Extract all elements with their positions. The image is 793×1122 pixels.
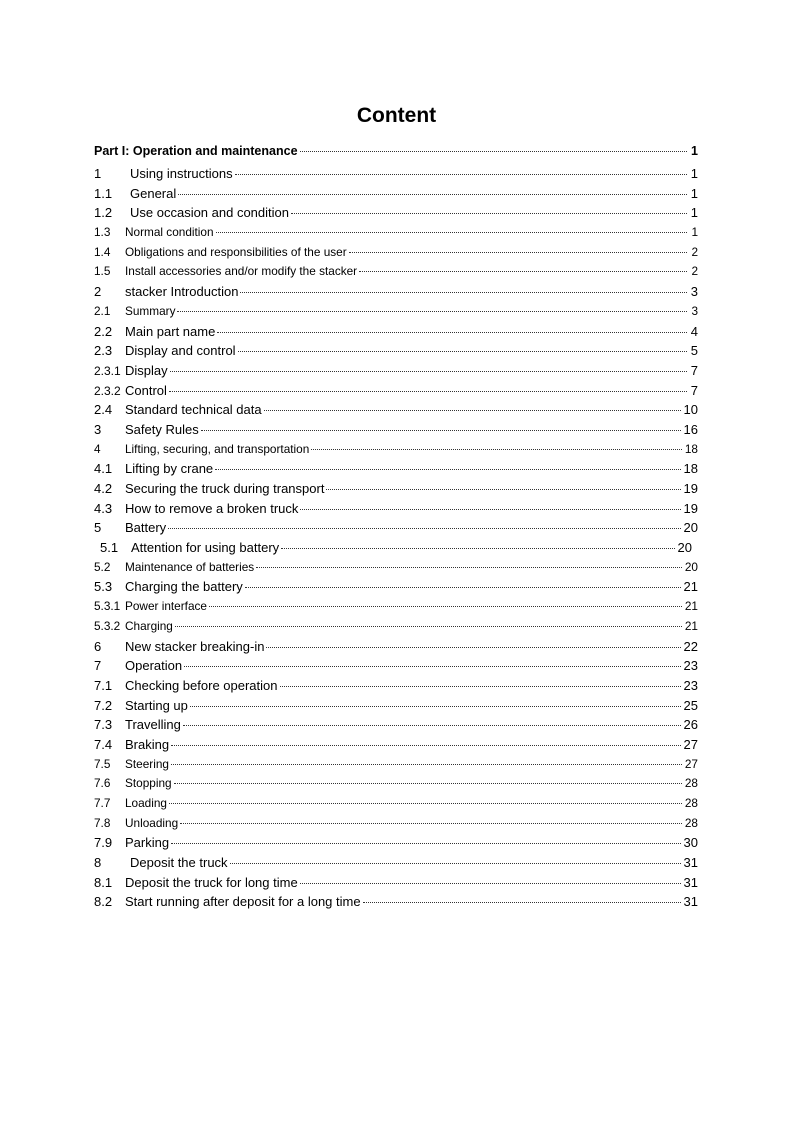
toc-number: 2.3.1 xyxy=(94,363,121,378)
toc-entry[interactable] xyxy=(94,794,698,814)
dot-leader xyxy=(175,625,682,627)
toc-number: 5.3.2 xyxy=(94,618,121,633)
dot-leader xyxy=(280,685,681,687)
dot-leader xyxy=(349,251,687,253)
toc-number: 1.2 xyxy=(94,205,113,221)
toc-number: 4.2 xyxy=(94,481,113,496)
toc-number: 7.9 xyxy=(94,835,113,851)
dot-leader xyxy=(245,586,681,588)
toc-page-number: 30 xyxy=(683,835,698,851)
toc-page-number: 31 xyxy=(683,855,698,871)
toc-page-number: 1 xyxy=(690,185,698,201)
dot-leader xyxy=(216,231,687,233)
toc-entry[interactable] xyxy=(94,184,698,204)
toc-page-number: 27 xyxy=(684,756,698,771)
table-of-contents xyxy=(94,140,698,912)
toc-page-number: 26 xyxy=(683,717,698,733)
toc-entry-label: Loading xyxy=(125,796,167,810)
toc-page-number: 22 xyxy=(683,638,698,654)
toc-entry-label: Unloading xyxy=(125,815,179,830)
toc-page-number: 2 xyxy=(691,244,698,259)
toc-entry[interactable] xyxy=(94,774,698,794)
dot-leader xyxy=(171,842,680,844)
toc-number: 8 xyxy=(94,855,102,871)
toc-entry-label: Start running after deposit for a long time xyxy=(125,894,361,910)
dot-leader xyxy=(174,782,682,784)
toc-page-number: 16 xyxy=(683,421,698,437)
toc-number: 2.3 xyxy=(94,343,113,359)
toc-entry-label: Battery xyxy=(125,520,167,536)
dot-leader xyxy=(300,150,687,152)
toc-page-number: 20 xyxy=(677,540,692,556)
dot-leader xyxy=(171,763,682,765)
toc-number: 4 xyxy=(94,441,101,456)
toc-number: 5.2 xyxy=(94,559,111,574)
toc-page-number: 21 xyxy=(684,599,698,614)
dot-leader xyxy=(326,488,680,490)
toc-page-number: 21 xyxy=(683,579,698,595)
toc-entry-label: Using instructions xyxy=(130,166,233,181)
toc-number: 2.3.2 xyxy=(94,383,121,398)
toc-number: 1.4 xyxy=(94,244,111,259)
toc-entry[interactable] xyxy=(94,262,698,282)
toc-entry[interactable] xyxy=(94,558,698,578)
toc-number: 5.1 xyxy=(100,540,119,556)
toc-entry[interactable] xyxy=(94,518,698,538)
toc-entry-label: Summary xyxy=(125,303,176,318)
toc-entry-label: Parking xyxy=(125,835,170,851)
dot-leader xyxy=(201,429,681,431)
toc-entry[interactable] xyxy=(94,656,698,676)
toc-page-number: 18 xyxy=(684,441,698,456)
toc-entry-label: Travelling xyxy=(125,717,181,733)
toc-page-number: 2 xyxy=(691,264,698,279)
toc-page-number: 7 xyxy=(690,382,698,398)
toc-page-number: 1 xyxy=(691,225,698,240)
toc-entry[interactable] xyxy=(94,873,698,893)
dot-leader xyxy=(180,822,682,824)
toc-entry-label: Maintenance of batteries xyxy=(125,559,255,574)
dot-leader xyxy=(235,173,687,175)
toc-number: 7.4 xyxy=(94,736,113,752)
dot-leader xyxy=(230,862,681,864)
toc-entry[interactable] xyxy=(94,597,698,617)
toc-page-number: 27 xyxy=(683,736,698,752)
toc-entry-label: Obligations and responsibilities of the user xyxy=(125,244,347,259)
toc-number: 6 xyxy=(94,638,102,654)
toc-page-number: 23 xyxy=(683,658,698,674)
toc-entry-label: Use occasion and condition xyxy=(130,205,289,221)
toc-page-number: 19 xyxy=(683,481,698,496)
dot-leader xyxy=(183,724,681,726)
dot-leader xyxy=(215,468,680,470)
toc-entry[interactable] xyxy=(94,617,698,637)
toc-number: 8.1 xyxy=(94,874,113,890)
toc-entry-part[interactable] xyxy=(94,140,698,162)
toc-entry[interactable] xyxy=(94,459,698,479)
toc-number: 7 xyxy=(94,658,102,674)
toc-number: 7.6 xyxy=(94,776,111,791)
dot-leader xyxy=(178,193,687,195)
toc-number: 3 xyxy=(94,421,102,437)
toc-number: 5.3 xyxy=(94,579,113,595)
toc-number: 7.7 xyxy=(94,796,111,810)
dot-leader xyxy=(217,331,687,333)
dot-leader xyxy=(256,566,682,568)
toc-entry-label: Control xyxy=(125,382,167,398)
toc-entry[interactable] xyxy=(94,696,698,716)
dot-leader xyxy=(300,508,680,510)
toc-number: 1.3 xyxy=(94,225,111,240)
toc-page-number: 31 xyxy=(683,894,698,910)
toc-entry-label: Part I: Operation and maintenance xyxy=(94,144,298,158)
page-title: Content xyxy=(356,104,437,127)
dot-leader xyxy=(238,350,687,352)
toc-number: 2.4 xyxy=(94,402,113,418)
toc-entry-label: stacker Introduction xyxy=(125,284,239,300)
toc-page-number: 28 xyxy=(684,815,698,830)
toc-number: 2.2 xyxy=(94,323,113,339)
toc-number: 2.1 xyxy=(94,303,111,318)
toc-entry-label: Safety Rules xyxy=(125,421,199,437)
dot-leader xyxy=(281,547,674,549)
toc-entry[interactable] xyxy=(94,577,698,597)
toc-page-number: 23 xyxy=(683,677,698,693)
toc-entry-label: Steering xyxy=(125,756,169,771)
dot-leader xyxy=(169,802,682,804)
toc-number: 7.8 xyxy=(94,815,111,830)
toc-entry[interactable] xyxy=(94,637,698,657)
toc-entry-label: General xyxy=(130,185,177,201)
toc-entry[interactable] xyxy=(94,853,698,873)
toc-page-number: 25 xyxy=(683,697,698,713)
dot-leader xyxy=(291,212,687,214)
toc-entry[interactable] xyxy=(94,499,698,519)
dot-leader xyxy=(300,882,681,884)
toc-entry-label: Display and control xyxy=(125,343,236,359)
dot-leader xyxy=(363,901,681,903)
toc-entry[interactable] xyxy=(94,892,698,912)
toc-entry[interactable] xyxy=(94,479,698,499)
toc-number: 5 xyxy=(94,520,102,536)
toc-page-number: 21 xyxy=(684,618,698,633)
toc-number: 1.5 xyxy=(94,264,111,279)
toc-entry-label: Stopping xyxy=(125,776,172,791)
toc-entry-label: Standard technical data xyxy=(125,402,262,418)
toc-page-number: 1 xyxy=(690,205,698,221)
toc-entry[interactable] xyxy=(94,282,698,302)
dot-leader xyxy=(177,310,687,312)
dot-leader xyxy=(190,705,681,707)
toc-entry[interactable] xyxy=(94,322,698,342)
dot-leader xyxy=(311,448,682,450)
toc-page-number: 28 xyxy=(684,796,698,810)
toc-page-number: 5 xyxy=(690,343,698,359)
toc-page-number: 3 xyxy=(690,284,698,300)
toc-entry[interactable] xyxy=(94,833,698,853)
dot-leader xyxy=(240,291,687,293)
toc-entry[interactable] xyxy=(94,381,698,401)
toc-entry[interactable] xyxy=(94,538,698,558)
toc-entry-label: How to remove a broken truck xyxy=(125,500,299,516)
toc-entry[interactable] xyxy=(94,814,698,834)
toc-entry-label: Attention for using battery xyxy=(131,540,280,556)
toc-entry-label: Checking before operation xyxy=(125,677,278,693)
toc-page-number: 7 xyxy=(690,362,698,378)
toc-page-number: 20 xyxy=(684,559,698,574)
dot-leader xyxy=(266,646,680,648)
dot-leader xyxy=(168,527,680,529)
toc-number: 5.3.1 xyxy=(94,599,121,614)
toc-page-number: 4 xyxy=(690,323,698,339)
toc-number: 4.3 xyxy=(94,500,113,516)
dot-leader xyxy=(209,605,682,607)
toc-entry[interactable] xyxy=(94,440,698,460)
dot-leader xyxy=(169,390,687,392)
toc-number: 7.2 xyxy=(94,697,113,713)
toc-entry-label: Charging the battery xyxy=(125,579,243,595)
toc-page-number: 1 xyxy=(690,166,698,181)
toc-number: 4.1 xyxy=(94,461,113,477)
toc-entry[interactable] xyxy=(94,302,698,322)
toc-entry-label: Charging xyxy=(125,618,173,633)
toc-number: 2 xyxy=(94,284,102,300)
toc-entry-label: Lifting, securing, and transportation xyxy=(125,441,310,456)
toc-number: 7.1 xyxy=(94,677,113,693)
dot-leader xyxy=(171,744,680,746)
dot-leader xyxy=(184,665,680,667)
toc-page-number: 1 xyxy=(691,144,698,158)
dot-leader xyxy=(264,409,681,411)
toc-entry[interactable] xyxy=(94,243,698,263)
toc-entry-label: Deposit the truck xyxy=(130,855,228,871)
toc-entry-label: New stacker breaking-in xyxy=(125,638,265,654)
toc-entry-label: Display xyxy=(125,362,168,378)
toc-entry-label: Main part name xyxy=(125,323,216,339)
toc-entry[interactable] xyxy=(94,755,698,775)
toc-number: 8.2 xyxy=(94,894,113,910)
toc-entry[interactable] xyxy=(94,400,698,420)
toc-number: 1 xyxy=(94,166,102,181)
toc-number: 1.1 xyxy=(94,185,113,201)
toc-page-number: 3 xyxy=(691,303,698,318)
toc-entry-label: Securing the truck during transport xyxy=(125,481,325,496)
toc-page-number: 19 xyxy=(683,500,698,516)
dot-leader xyxy=(359,270,687,272)
toc-entry[interactable] xyxy=(94,715,698,735)
toc-entry-label: Lifting by crane xyxy=(125,461,214,477)
toc-entry[interactable] xyxy=(94,361,698,381)
toc-number: 7.3 xyxy=(94,717,113,733)
toc-entry-label: Operation xyxy=(125,658,183,674)
toc-entry[interactable] xyxy=(94,676,698,696)
toc-number: 7.5 xyxy=(94,756,111,771)
toc-entry-label: Power interface xyxy=(125,599,207,614)
toc-entry[interactable] xyxy=(94,420,698,440)
toc-entry[interactable] xyxy=(94,223,698,243)
toc-entry[interactable] xyxy=(94,735,698,755)
toc-entry-label: Starting up xyxy=(125,697,188,713)
toc-page-number: 28 xyxy=(684,776,698,791)
toc-page-number: 10 xyxy=(683,402,698,418)
toc-page-number: 20 xyxy=(683,520,698,536)
toc-entry[interactable] xyxy=(94,203,698,223)
toc-entry-label: Deposit the truck for long time xyxy=(125,874,298,890)
toc-entry-label: Normal condition xyxy=(125,225,214,240)
toc-entry[interactable] xyxy=(94,341,698,361)
dot-leader xyxy=(170,370,687,372)
toc-entry[interactable] xyxy=(94,164,698,184)
toc-entry-label: Install accessories and/or modify the stacker xyxy=(125,264,358,279)
toc-page-number: 18 xyxy=(683,461,698,477)
toc-entry-label: Braking xyxy=(125,736,170,752)
toc-page-number: 31 xyxy=(683,874,698,890)
